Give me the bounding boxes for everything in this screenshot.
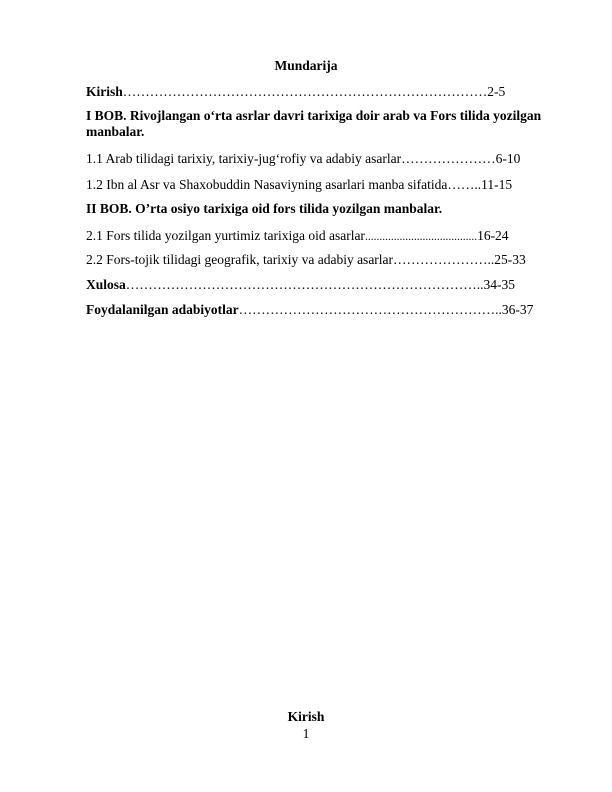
page-number: 1 <box>302 726 310 741</box>
toc-entry-label: Foydalanilgan adabiyotlar <box>86 302 239 317</box>
toc-entry-pages: 34-35 <box>483 277 516 292</box>
toc-entry-kirish[interactable] <box>86 84 505 100</box>
toc-entry-label: 2.2 Fors-tojik tilidagi geografik, tarixiy va adabiy asarlar <box>86 252 394 267</box>
toc-entry-pages: 2-5 <box>487 84 506 99</box>
page-title: Mundarija <box>274 58 338 73</box>
next-section-heading: Kirish <box>287 709 325 724</box>
toc-entry-section-2-1[interactable] <box>86 228 509 244</box>
toc-entry-label: 1.1 Arab tilidagi tarixiy, tarixiy-jug‘rofiy va adabiy asarlar <box>86 151 402 166</box>
toc-entry-label: 1.2 Ibn al Asr va Shaxobuddin Nasaviyning asarlari manba sifatida <box>86 177 448 192</box>
toc-entry-leader: ………………… <box>401 151 496 166</box>
toc-entry-leader: ……………………………………………………………………… <box>122 84 488 99</box>
toc-entry-pages: 16-24 <box>477 228 509 243</box>
toc-entry-chapter-2[interactable] <box>86 201 442 217</box>
toc-entry-label: II BOB. O’rta osiyo tarixiga oid fors tilida yozilgan manbalar. <box>86 201 443 216</box>
toc-entry-references[interactable] <box>86 302 533 318</box>
toc-entry-pages: 36-37 <box>501 302 534 317</box>
toc-entry-pages: 25-33 <box>494 252 526 267</box>
toc-entry-section-2-2[interactable] <box>86 252 526 268</box>
toc-entry-leader: ....................................... <box>364 231 478 243</box>
toc-entry-leader: …….. <box>447 177 482 192</box>
toc-entry-leader: ………………….. <box>393 252 495 267</box>
toc-entry-xulosa[interactable] <box>86 277 515 293</box>
toc-entry-section-1-1[interactable] <box>86 151 520 167</box>
toc-entry-label: 2.1 Fors tilida yozilgan yurtimiz tarixiga oid asarlar <box>86 228 365 243</box>
toc-entry-pages: 11-15 <box>481 177 513 192</box>
toc-entry-leader: …………………………………………………………………….. <box>125 277 484 292</box>
toc-entry-pages: 6-10 <box>495 151 521 166</box>
toc-entry-label: Kirish <box>86 84 123 99</box>
toc-entry-chapter-1[interactable] <box>86 108 556 140</box>
toc-entry-section-1-2[interactable] <box>86 177 512 193</box>
toc-entry-label: I BOB. Rivojlangan o‘rta asrlar davri tarixiga doir arab va Fors tilida yozilgan manbalar. <box>86 108 542 139</box>
toc-entry-leader: ………………………………………………….. <box>238 302 502 317</box>
toc-entry-label: Xulosa <box>86 277 126 292</box>
